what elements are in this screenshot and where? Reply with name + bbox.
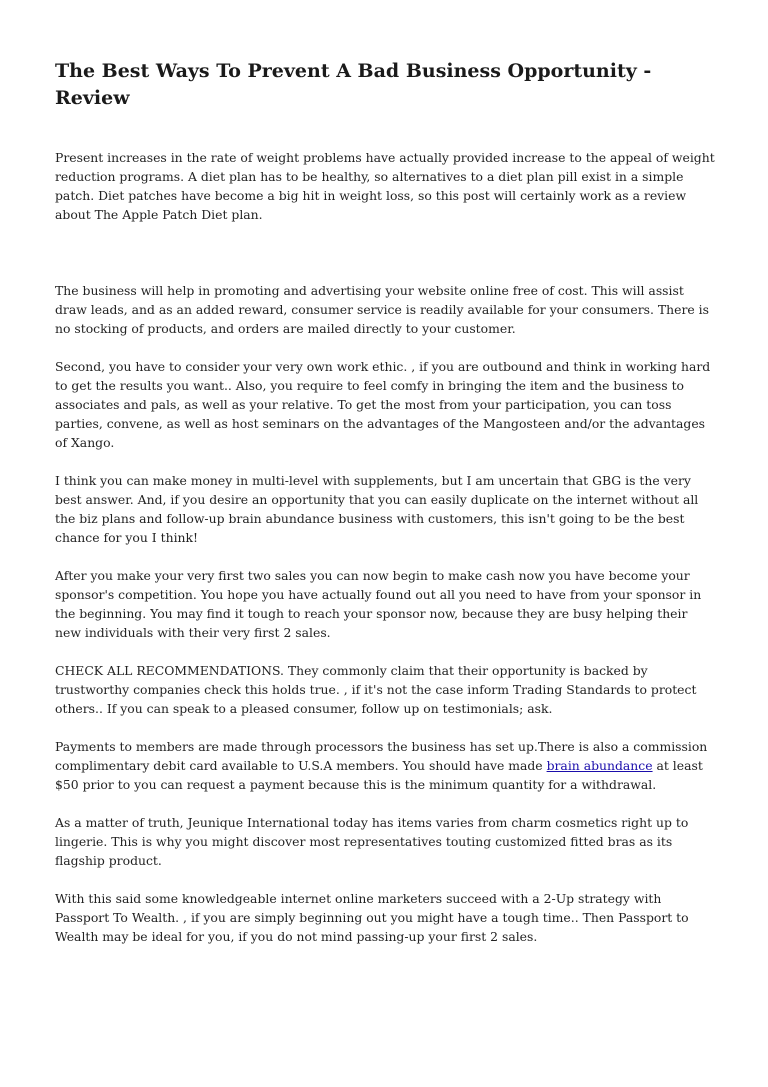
intro-paragraph: Present increases in the rate of weight problems have actually provided increase to the appeal of weight reduction programs. A diet plan has to be healthy, so alternatives to a diet plan pill exist in a simple patch. Diet patches have become a big hit in weight loss, so this post will certainly work as a review about The Apple Patch Diet plan. bbox=[55, 150, 715, 222]
section-spacer bbox=[55, 243, 717, 281]
paragraph-first-sales: After you make your very first two sales you can now begin to make cash now you have become your sponsor's competition. You hope you have actually found out all you need to have from your sponsor in the beginning. You may find it tough to reach your sponsor now, because they are busy helping their new individuals with their very first 2 sales. bbox=[55, 568, 702, 640]
payments-text-after-link: at least $50 prior to you can request a payment because this is the minimum quantity for a withdrawal. bbox=[55, 758, 703, 792]
payments-text-before-link: Payments to members are made through processors the business has set up.There is also a commission complimentary debit card available to U.S.A members. You should have made bbox=[55, 739, 708, 773]
paragraph-work-ethic: Second, you have to consider your very own work ethic. , if you are outbound and think in working hard to get the results you want.. Also, you require to feel comfy in bringing the item and the business to associates and pals, as well as your relative. To get the most from your participation, you can toss parties, convene, as well as host seminars on the advantages of the Mangosteen and/or the advantages of Xango. bbox=[55, 359, 711, 450]
document-page bbox=[55, 58, 717, 965]
document-title: The Best Ways To Prevent A Bad Business Opportunity - Review bbox=[55, 60, 652, 109]
paragraph-payments bbox=[55, 737, 717, 794]
brain-abundance-link[interactable]: brain abundance bbox=[546, 758, 653, 773]
paragraph-recommendations: CHECK ALL RECOMMENDATIONS. They commonly claim that their opportunity is backed by trustworthy companies check this holds true. , if it's not the case inform Trading Standards to protect others.. If you can speak to a pleased consumer, follow up on testimonials; ask. bbox=[55, 663, 697, 716]
paragraph-supplements: I think you can make money in multi-level with supplements, but I am uncertain that GBG is the very best answer. And, if you desire an opportunity that you can easily duplicate on the internet without all the biz plans and follow-up brain abundance business with customers, this isn't going to be the best chance for you I think! bbox=[55, 473, 699, 545]
paragraph-jeunique: As a matter of truth, Jeunique International today has items varies from charm cosmetics right up to lingerie. This is why you might discover most representatives touting customized fitted bras as its flagship product. bbox=[55, 815, 689, 868]
paragraph-promotion: The business will help in promoting and advertising your website online free of cost. This will assist draw leads, and as an added reward, consumer service is readily available for your consumers. There is no stocking of products, and orders are mailed directly to your customer. bbox=[55, 283, 709, 336]
paragraph-passport-to-wealth: With this said some knowledgeable internet online marketers succeed with a 2-Up strategy with Passport To Wealth. , if you are simply beginning out you might have a tough time.. Then Passport to Wealth may be ideal for you, if you do not mind passing-up your first 2 sales. bbox=[55, 891, 689, 944]
